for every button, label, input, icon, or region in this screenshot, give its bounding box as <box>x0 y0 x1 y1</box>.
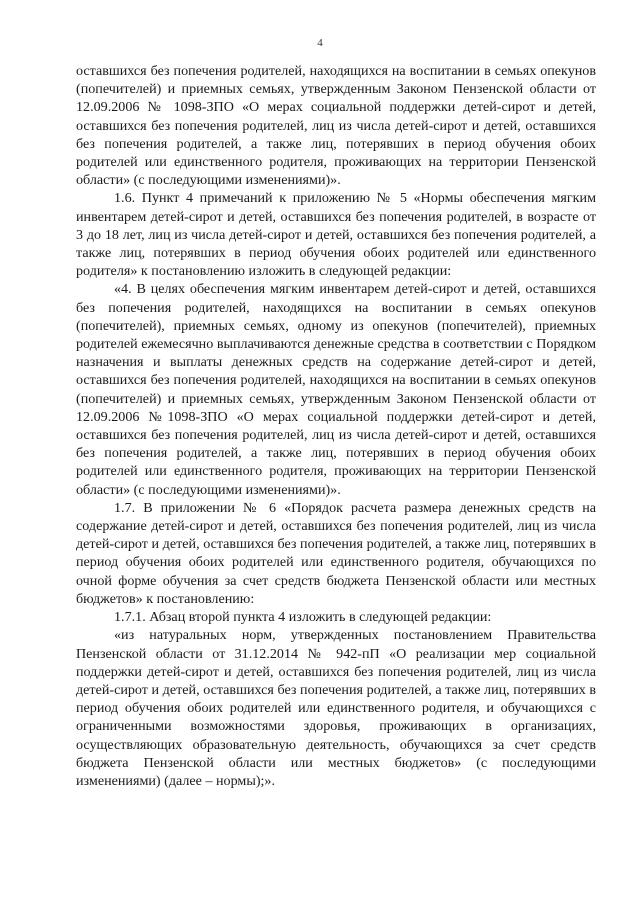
paragraph-1-7-1: 1.7.1. Абзац второй пункта 4 изложить в следующей редакции: <box>114 609 492 626</box>
document-body <box>76 62 596 790</box>
paragraph-1-7: 1.7. В приложении № 6 «Порядок расчета размера денежных средств на содержание детей-сирот и детей, оставшихся без попечения родителей, лиц из числа детей-сирот и детей, оставшихся без попечения родителей, а также лиц, потерявших в период обучения обоих родителей или единственного родителя, обучающихся по очной форме обучения за счет средств бюджета Пензенской области или местных бюджетов» к постановлению: <box>76 499 596 607</box>
paragraph-quoted-norms: «из натуральных норм, утвержденных постановлением Правительства Пензенской области от 31.12.2014 № 942-пП «О реализации мер социальной поддержки детей-сирот и детей, оставшихся без попечения родителей, лиц из числа детей-сирот и детей, оставшихся без попечения родителей, а также лиц, потерявших в период обучения обоих родителей или единственного родителя, и обучающихся с ограниченными возможностями здоровья, проживающих в организациях, осуществляющих образовательную деятельность, обучающихся за счет средств бюджета Пензенской области или местных бюджетов» (с последующими изменениями) (далее – нормы);». <box>76 627 596 789</box>
paragraph-quoted-item-4: «4. В целях обеспечения мягким инвентарем детей-сирот и детей, оставшихся без попечения родителей, находящихся на воспитании в семьях опекунов (попечителей), приемных семьях, одному из опекунов (попечителей), приемных родителей ежемесячно выплачиваются денежные средства в соответствии с Порядком назначения и выплаты денежных средств на содержание детей-сирот и детей, оставшихся без попечения родителей, находящихся на воспитании в семьях опекунов (попечителей) и приемных семьях, утвержденным Законом Пензенской области от 12.09.2006 №1098-ЗПО «О мерах социальной поддержки детей-сирот и детей, оставшихся без попечения родителей, лиц из числа детей-сирот и детей, оставшихся без попечения родителей, а также лиц, потерявших в период обучения обоих родителей или единственного родителя, проживающих на территории Пензенской области» (с последующими изменениями)». <box>76 281 596 498</box>
paragraph-continuation: оставшихся без попечения родителей, находящихся на воспитании в семьях опекунов (попечителей) и приемных семьях, утвержденным Законом Пензенской области от 12.09.2006 № 1098-ЗПО «О мерах социальной поддержки детей-сирот и детей, оставшихся без попечения родителей, лиц из числа детей-сирот и детей, оставшихся без попечения родителей, а также лиц, потерявших в период обучения обоих родителей или единственного родителя, проживающих на территории Пензенской области» (с последующими изменениями)». <box>76 63 596 189</box>
paragraph-1-6: 1.6. Пункт 4 примечаний к приложению № 5 «Нормы обеспечения мягким инвентарем детей-сирот и детей, оставшихся без попечения родителей, в возрасте от 3 до 18 лет, лиц из числа детей-сирот и детей, оставшихся без попечения родителей, а также лиц, потерявших в период обучения обоих родителей или единственного родителя» к постановлению изложить в следующей редакции: <box>76 190 596 280</box>
page-number: 4 <box>317 37 323 49</box>
